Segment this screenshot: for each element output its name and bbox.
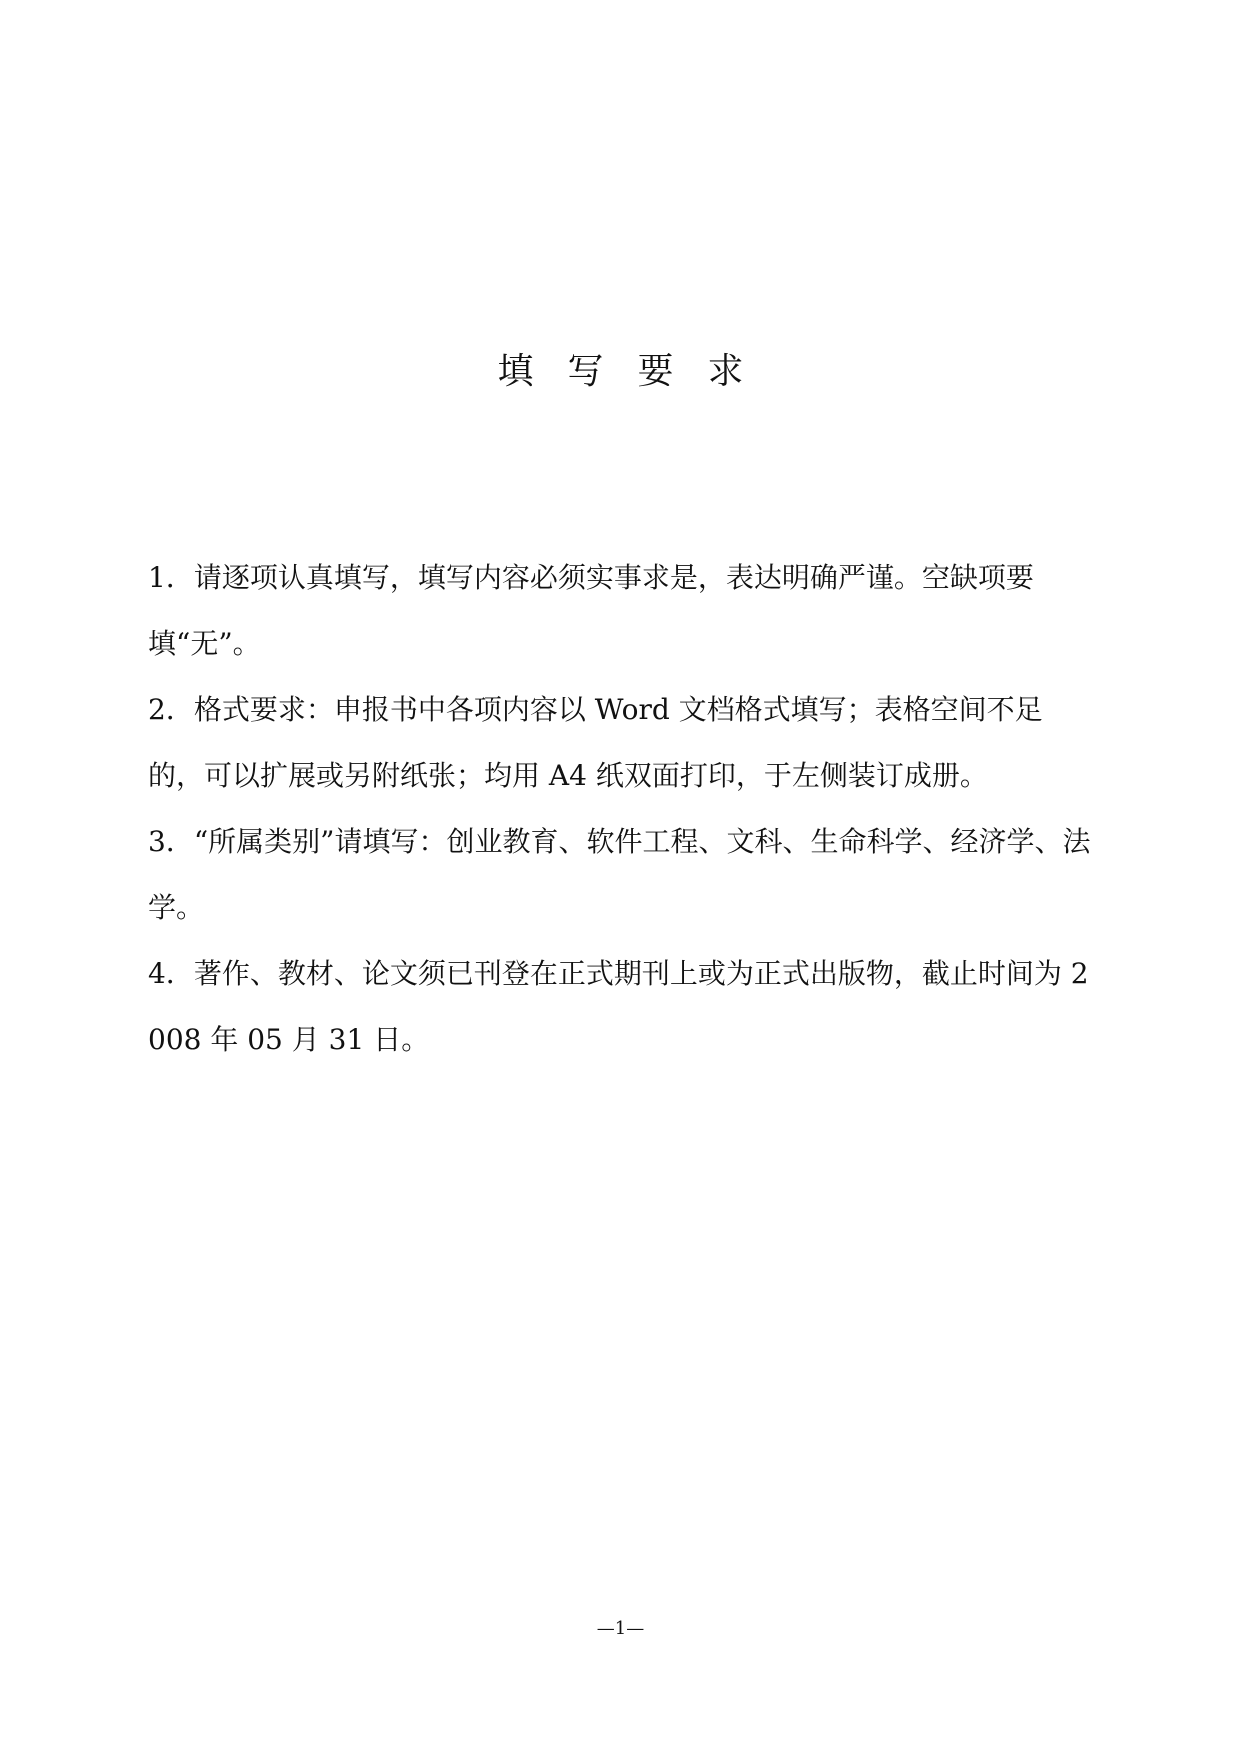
page-number: —1— — [596, 1618, 645, 1639]
requirements-list — [148, 545, 1098, 1073]
requirement-item: 3．“所属类别”请填写：创业教育、软件工程、文科、生命科学、经济学、法学。 — [148, 825, 1091, 924]
page-title: 填写要求 — [497, 351, 778, 392]
requirement-item: 4．著作、教材、论文须已刊登在正式期刊上或为正式出版物，截止时间为 2008 年 05 月 31 日。 — [148, 957, 1089, 1056]
requirement-item: 1．请逐项认真填写，填写内容必须实事求是，表达明确严谨。空缺项要填“无”。 — [148, 561, 1034, 660]
requirement-item: 2．格式要求：申报书中各项内容以 Word 文档格式填写；表格空间不足的，可以扩展或另附纸张；均用 A4 纸双面打印，于左侧装订成册。 — [148, 693, 1043, 792]
